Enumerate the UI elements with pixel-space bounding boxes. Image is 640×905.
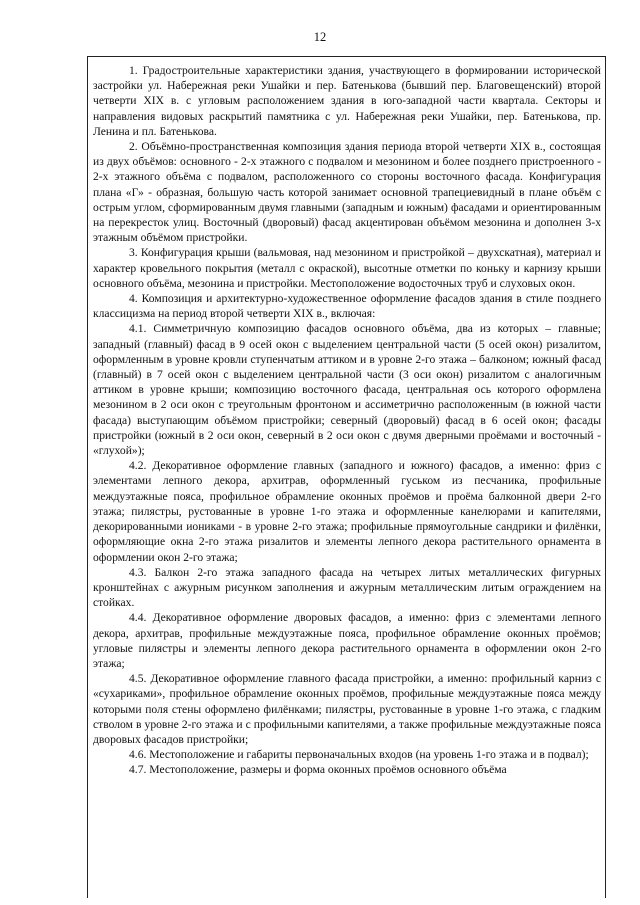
paragraph-3-roof-configuration: 3. Конфигурация крыши (вальмовая, над мезонином и пристройкой – двухскатная), материал и характер кровельного покрытия (металл с окраской), высотные отметки по коньку и карнизу крыши основного объёма, мезонина и пристройки. Местоположение водосточных труб и слуховых окон. [93, 246, 601, 290]
paragraph-4-4-courtyard-facades: 4.4. Декоративное оформление дворовых фасадов, а именно: фриз с элементами лепного декора, архитрав, профильные междуэтажные пояса, профильное обрамление оконных проёмов; угловые пилястры и элементы лепного декора растительного орнамента в оформлении окон 2-го этажа; [93, 611, 601, 670]
paragraph-4-3-balcony: 4.3. Балкон 2-го этажа западного фасада на четырех литых металлических фигурных кронштейнах с ажурным рисунком заполнения и ажурным металлическим литым ограждением на стойках. [93, 565, 601, 610]
paragraph-4-6-entrances: 4.6. Местоположение и габариты первоначальных входов (на уровень 1-го этажа и в подвал); [129, 748, 589, 762]
document-text-frame [87, 56, 606, 898]
paragraph-4-5-annex-facade: 4.5. Декоративное оформление главного фасада пристройки, а именно: профильный карниз с «сухариками», профильное обрамление оконных проёмов, профильные междуэтажные пояса между которыми поля стены оформлено филёнками; пилястры, рустованные в уровне 1-го этажа, с гладким стволом в уровне 2-го этажа и с профильными капителями, а также профильные междуэтажные пояса дворовых фасадов пристройки; [93, 672, 601, 746]
paragraph-4-7-window-openings: 4.7. Местоположение, размеры и форма оконных проёмов основного объёма [129, 763, 507, 777]
paragraph-4-2-main-facades-decor: 4.2. Декоративное оформление главных (западного и южного) фасадов, а именно: фриз с элементами лепного декора, архитрав, оформленный гуськом из песчаника, профильные междуэтажные пояса, профильное обрамление оконных проёмов и проёма балконной двери 2-го этажа; пилястры, рустованные в уровне 1-го этажа и оформленные канелюрами и капителями, декорированными иониками - в уровне 2-го этажа; профильные прямоугольные сандрики и филёнки, оформляющие окна 2-го этажа ризалитов и элементы лепного декора растительного орнамента в оформлении окон 2-го этажа; [93, 459, 601, 564]
paragraph-4-facade-composition: 4. Композиция и архитектурно-художественное оформление фасадов здания в стиле позднего классицизма на период второй четверти XIX в., включая: [93, 292, 601, 321]
page-number: 12 [313, 30, 327, 44]
paragraph-4-1-symmetric-composition: 4.1. Симметричную композицию фасадов основного объёма, два из которых – главные; западный (главный) фасад в 9 осей окон с выделением центральной части (5 осей окон) ризалитом, оформленным в уровне кровли ступенчатым аттиком и в уровне 2-го этажа – балконом; южный фасад (главный) в 7 осей окон с выделением центральной части (3 оси окон) ризалитом с аналогичным аттиком в уровне крыши; композицию восточного фасада, центральная ось которого оформлена мезонином в 2 оси окон с треугольным фронтоном и ассиметрично расположенным (в южной части фасада) выступающим объёмом пристройки; северный (дворовый) фасад в 6 осей окон; фасады пристройки (южный в 2 оси окон, северный в 2 оси окон с двумя дверными проёмами и восточный - «глухой»); [93, 322, 601, 458]
paragraph-1-urban-planning: 1. Градостроительные характеристики здания, участвующего в формировании исторической застройки ул. Набережная реки Ушайки и пер. Батенькова (бывший пер. Благовещенский) второй четверти XIX в. с угловым расположением здания в юго-западной части квартала. Секторы и направления видовых раскрытий памятника с ул. Набережная реки Ушайки, пер. Батенькова, пр. Ленина и пл. Батенькова. [93, 64, 601, 138]
paragraph-2-spatial-composition: 2. Объёмно-пространственная композиция здания периода второй четверти XIX в., состоящая из двух объёмов: основного - 2-х этажного с подвалом и мезонином и более позднего пристроенного - 2-х этажного объёма с подвалом, расположенного со стороны восточного фасада. Конфигурация плана «Г» - образная, большую часть которой занимает основной трапециевидный в плане объём с острым углом, сформированным двумя главными (западным и южным) фасадами и ориентированным на перекресток улиц. Восточный (дворовый) фасад акцентирован объёмом мезонина и дополнен 3-х этажным объёмом пристройки. [93, 140, 601, 245]
